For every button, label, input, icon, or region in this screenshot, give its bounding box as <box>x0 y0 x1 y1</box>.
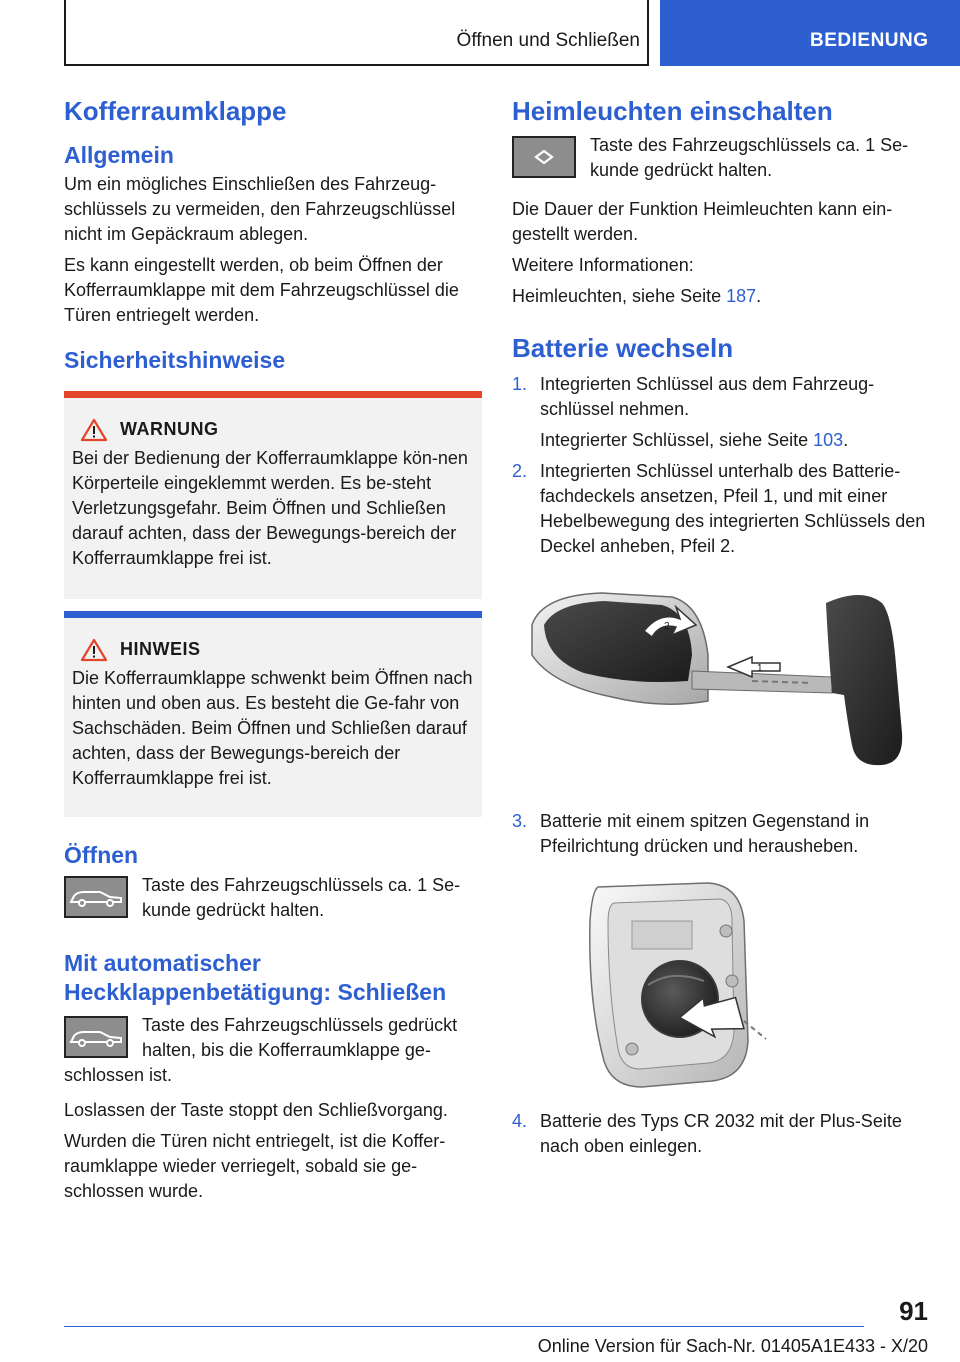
paragraph-general-1: Um ein mögliches Einschließen des Fahrzeug-schlüssels zu vermeiden, den Fahrzeugschlüssel nicht im Gepäckraum ablegen. <box>64 173 456 244</box>
car-trunk-key-icon <box>64 1016 128 1058</box>
header-section-title: Öffnen und Schließen <box>456 30 640 51</box>
warning-triangle-icon <box>80 638 108 662</box>
arrow-label-1: 1 <box>757 663 763 675</box>
footer-divider <box>64 1326 864 1327</box>
warning-title: WARNUNG <box>120 419 219 440</box>
key-disassembly-image <box>512 585 930 785</box>
warning-text: Bei der Bedienung der Kofferraumklappe kön-nen Körperteile eingeklemmt werden. Es be-steht Verletzungsgefahr. Beim Öffnen und Schließen darauf achten, dass der Bewegungs-bereich der Kofferraumklappe frei ist. <box>72 447 468 568</box>
hint-box <box>64 611 482 817</box>
header-chapter-tab: BEDIENUNG <box>660 0 960 66</box>
home-key-row <box>512 133 930 183</box>
hint-text: Die Kofferraumklappe schwenkt beim Öffnen nach hinten und oben aus. Es besteht die Ge-fahr von Sachschäden. Beim Öffnen und Schließen darauf achten, dass der Bewegungs-bereich der Kofferraumklappe frei ist. <box>72 667 473 788</box>
home-light-key-icon <box>512 136 576 178</box>
page-number: 91 <box>899 1296 928 1326</box>
paragraph-home-key: Taste des Fahrzeugschlüssels ca. 1 Se-kunde gedrückt halten. <box>590 135 909 181</box>
paragraph-more-info: Weitere Informationen: <box>512 255 694 276</box>
step-4: 4. Batterie des Typs CR 2032 mit der Plus-Seite nach oben einlegen. <box>512 1111 902 1157</box>
paragraph-auto-key: Taste des Fahrzeugschlüssels gedrückt halten, bis die Kofferraumklappe ge- <box>142 1014 458 1060</box>
battery-steps <box>512 372 930 565</box>
paragraph-not-unlocked: Wurden die Türen nicht entriegelt, ist die Koffer-raumklappe wieder verriegelt, sobald sie ge-schlossen wurde. <box>64 1130 446 1201</box>
battery-compartment-image <box>512 881 930 1095</box>
heading-safety: Sicherheitshinweise <box>64 346 286 373</box>
heading-trunk: Kofferraumklappe <box>64 96 287 126</box>
footer-online-version: Online Version für Sach-Nr. 01405A1E433 - X/20 <box>537 1336 928 1356</box>
heading-home-light: Heimleuchten einschalten <box>512 96 833 126</box>
link-page-103[interactable]: 103 <box>813 430 844 451</box>
paragraph-auto-key-cont: schlossen ist. <box>64 1064 173 1085</box>
battery-steps-cont-2 <box>512 1109 930 1165</box>
open-key-row <box>64 873 482 923</box>
paragraph-home-ref: Heimleuchten, siehe Seite 187. <box>512 286 762 307</box>
paragraph-general-2: Es kann eingestellt werden, ob beim Öffnen der Kofferraumklappe mit dem Fahrzeugschlüssel die Türen entriegelt werden. <box>64 254 459 325</box>
hint-title: HINWEIS <box>120 639 201 660</box>
auto-key-row <box>64 1013 482 1063</box>
step-3: 3. Batterie mit einem spitzen Gegenstand in Pfeilrichtung drücken und herausheben. <box>512 811 870 857</box>
heading-battery: Batterie wechseln <box>512 333 734 364</box>
right-column <box>512 96 930 1165</box>
arrow-label-2: 2 <box>664 621 670 633</box>
heading-general: Allgemein <box>64 142 174 169</box>
car-trunk-key-icon <box>64 876 128 918</box>
warning-box <box>64 391 482 599</box>
step-1: 1. Integrierten Schlüssel aus dem Fahrzeug-schlüssel nehmen. Integrierter Schlüssel, siehe Seite 103. <box>512 374 875 451</box>
heading-auto-2: Heckklappenbetätigung: Schließen <box>64 979 447 1006</box>
link-page-187[interactable]: 187 <box>726 286 757 307</box>
step-2: 2. Integrierten Schlüssel unterhalb des Batterie-fachdeckels ansetzen, Pfeil 1, und mit einer Hebelbewegung des integrierten Schlüssels den Deckel anheben, Pfeil 2. <box>512 461 926 557</box>
battery-steps-cont <box>512 809 930 865</box>
paragraph-home-duration: Die Dauer der Funktion Heimleuchten kann ein-gestellt werden. <box>512 199 893 245</box>
paragraph-release: Loslassen der Taste stoppt den Schließvorgang. <box>64 1099 448 1120</box>
left-column <box>64 96 482 1204</box>
heading-auto-1: Mit automatischer <box>64 950 261 977</box>
paragraph-open: Taste des Fahrzeugschlüssels ca. 1 Se-kunde gedrückt halten. <box>142 875 461 921</box>
warning-triangle-icon <box>80 418 108 442</box>
heading-open: Öffnen <box>64 841 139 868</box>
